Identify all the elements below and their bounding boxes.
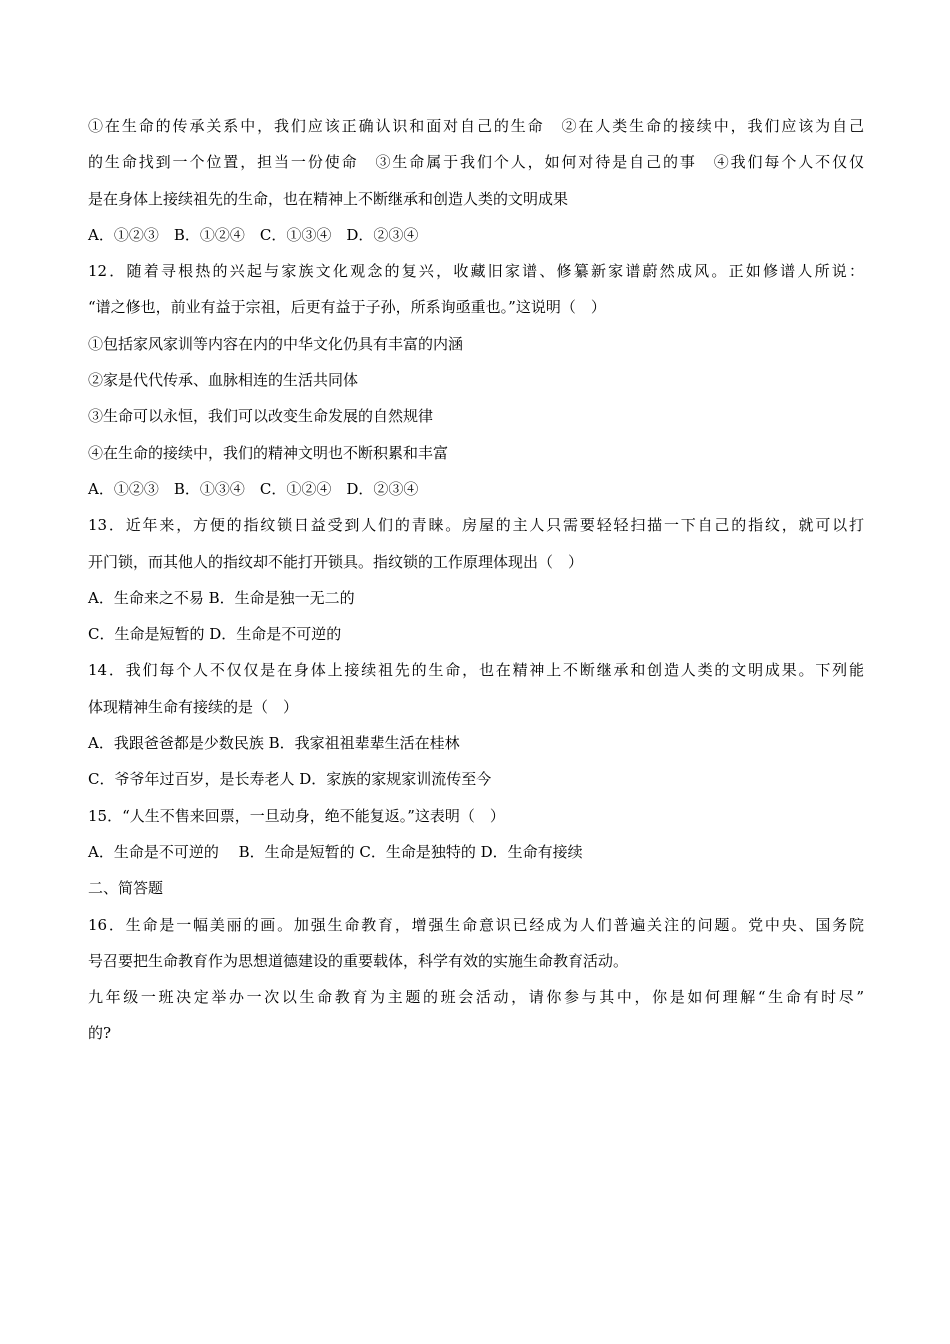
- text-line: 13．近年来，方便的指纹锁日益受到人们的青睐。房屋的主人只需要轻轻扫描一下自己的指纹，就可以打: [88, 516, 864, 535]
- text-line: 九年级一班决定举办一次以生命教育为主题的班会活动，请你参与其中，你是如何理解“生命有时尽”: [88, 988, 864, 1007]
- text-line: 的?: [88, 1024, 112, 1043]
- text-line: 二、简答题: [88, 879, 164, 898]
- text-line: 开门锁，而其他人的指纹却不能打开锁具。指纹锁的工作原理体现出（ ）: [88, 552, 584, 571]
- text-line: A．①②③ B．①③④ C．①②④ D．②③④: [88, 479, 419, 498]
- text-line: 是在身体上接续祖先的生命，也在精神上不断继承和创造人类的文明成果: [88, 189, 569, 208]
- text-line: 15．“人生不售来回票，一旦动身，绝不能复返。”这表明（ ）: [88, 806, 505, 825]
- text-line: ③生命可以永恒，我们可以改变生命发展的自然规律: [88, 407, 434, 426]
- text-line: A．生命是不可逆的 B．生命是短暂的 C．生命是独特的 D．生命有接续: [88, 842, 583, 861]
- text-line: 号召要把生命教育作为思想道德建设的重要载体，科学有效的实施生命教育活动。: [88, 951, 629, 970]
- text-line: A．生命来之不易 B．生命是独一无二的: [88, 588, 355, 607]
- text-line: ②家是代代传承、血脉相连的生活共同体: [88, 371, 359, 390]
- text-line: 体现精神生命有接续的是（ ）: [88, 697, 299, 716]
- text-line: 的生命找到一个位置，担当一份使命 ③生命属于我们个人，如何对待是自己的事 ④我们每个人不仅仅: [88, 153, 864, 172]
- text-line: “谱之修也，前业有益于宗祖，后更有益于子孙，所系询亟重也。”这说明（ ）: [88, 298, 606, 317]
- text-line: ①包括家风家训等内容在内的中华文化仍具有丰富的内涵: [88, 334, 464, 353]
- text-line: 16．生命是一幅美丽的画。加强生命教育，增强生命意识已经成为人们普遍关注的问题。党中央、国务院: [88, 915, 864, 934]
- text-line: ④在生命的接续中，我们的精神文明也不断积累和丰富: [88, 443, 449, 462]
- document-page: [88, 114, 864, 1058]
- text-line: C．生命是短暂的 D．生命是不可逆的: [88, 625, 342, 644]
- text-line: A．①②③ B．①②④ C．①③④ D．②③④: [88, 225, 419, 244]
- text-line: ①在生命的传承关系中，我们应该正确认识和面对自己的生命 ②在人类生命的接续中，我们应该为自己: [88, 117, 864, 135]
- text-line: A．我跟爸爸都是少数民族 B．我家祖祖辈辈生活在桂林: [88, 734, 460, 753]
- text-line: 12．随着寻根热的兴起与家族文化观念的复兴，收藏旧家谱、修纂新家谱蔚然成风。正如修谱人所说：: [88, 262, 864, 281]
- text-line: C．爷爷年过百岁，是长寿老人 D．家族的家规家训流传至今: [88, 770, 492, 789]
- text-line: 14．我们每个人不仅仅是在身体上接续祖先的生命，也在精神上不断继承和创造人类的文明成果。下列能: [88, 661, 864, 680]
